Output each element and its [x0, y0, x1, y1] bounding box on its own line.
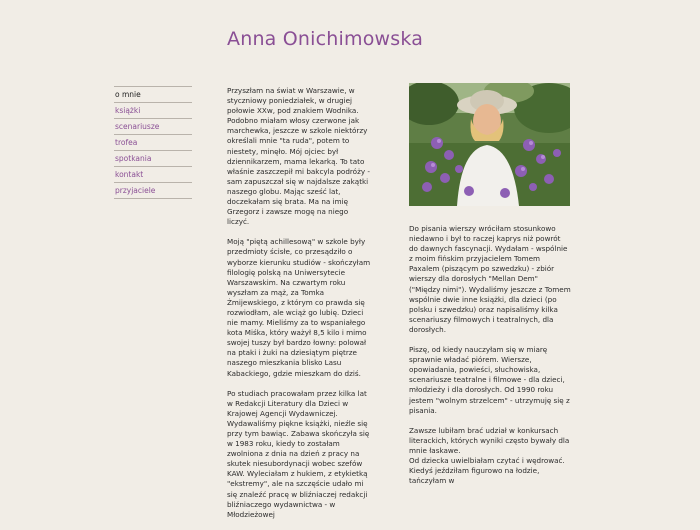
bio-paragraph: Piszę, od kiedy nauczyłam się w miarę sprawnie władać piórem. Wiersze, opowiadania, powieści, słuchowiska, scenariusze teatralne i filmowe - dla dzieci, młodzieży i dla dorosłych. Od 1990 roku jestem "wolnym strzelcem" - utrzymuję się z pisania. [409, 345, 570, 415]
nav-item-o-mnie[interactable]: o mnie [114, 87, 192, 103]
nav-item-trofea[interactable]: trofea [114, 135, 192, 151]
site-title: Anna Onichimowska [227, 28, 424, 50]
bio-paragraph: Po studiach pracowałam przez kilka lat w Redakcji Literatury dla Dzieci w Krajowej Agencji Wydawniczej. Wydawaliśmy piękne książki, nieźle się przy tym bawiąc. Zabawa skończyła się w 1983 roku, kiedy to zostałam zwolniona z dnia na dzień z pracy na skutek niesubordynacji wobec szefów KAW. Wyleciałam z hukiem, z etykietką "ekstremy", ale na szczęście udało mi się znaleźć pracę w bliźniaczej redakcji bliźniaczego wydawnictwa - w Młodzieżowej [227, 388, 370, 519]
bio-paragraph: Moją "piętą achillesową" w szkole były przedmioty ścisłe, co przesądziło o wyborze kierunku studiów - skończyłam filologię polską na Uniwersytecie Warszawskim. Na czwartym roku wyszłam za mąż, za Tomka Żmijewskiego, z którym co prawda się rozwiodłam, ale wciąż go lubię. Dzieci nie mamy. Mieliśmy za to wspaniałego kota Miśka, który ważył 8,5 kilo i mimo swojej tuszy był bardzo łowny: polował na ptaki i żuki na dziesiątym piętrze naszego mieszkania blisko Lasu Kabackiego, gdzie mieszkam do dziś. [227, 237, 371, 378]
nav-item-przyjaciele[interactable]: przyjaciele [114, 183, 192, 199]
bio-paragraph: Zawsze lubiłam brać udział w konkursach literackich, których wyniki często bywały dla mnie łaskawe. Od dziecka uwielbiałam czytać i wędrować. Kiedyś jeździłam figurowo na łodzie, tańczyłam w [409, 425, 570, 486]
bio-paragraph: Do pisania wierszy wróciłam stosunkowo niedawno i był to raczej kaprys niż powrót do dawnych fascynacji. Wydałam - wspólnie z moim fińskim przyjacielem Tomem Paxalem (piszącym po szwedzku) - zbiór wierszy dla dorosłych "Mellan Dem" ("Między nimi"). Wydaliśmy jeszcze z Tomem wspólnie dwie inne książki, dla dzieci (po polsku i szwedzku) oraz napisaliśmy kilka scenariuszy filmowych i teatralnych, dla dorosłych. [409, 224, 571, 334]
nav-item-spotkania[interactable]: spotkania [114, 151, 192, 167]
bio-paragraph: Przyszłam na świat w Warszawie, w styczniowy poniedziałek, w drugiej połowie XXw, pod znakiem Wodnika. Podobno miałam włosy czerwone jak marchewka, jeszcze w szkole niektórzy określali mnie "ta ruda", potem to niestety, minęło. Mój ojciec był dziennikarzem, mama lekarką. To tato właśnie zaszczepił mi bakcyla podróży - sam zapuszczał się w najdalsze zakątki naszego globu. Mając sześć lat, doczekałam się brata. Ma na imię Grzegorz i zawsze mogę na niego liczyć. [227, 86, 370, 227]
nav-item-ksiazki[interactable]: książki [114, 103, 192, 119]
main-nav [114, 86, 192, 199]
author-photo [409, 83, 570, 206]
bio-right-column [409, 224, 571, 496]
bio-left-column [227, 86, 371, 530]
nav-item-kontakt[interactable]: kontakt [114, 167, 192, 183]
nav-item-scenariusze[interactable]: scenariusze [114, 119, 192, 135]
